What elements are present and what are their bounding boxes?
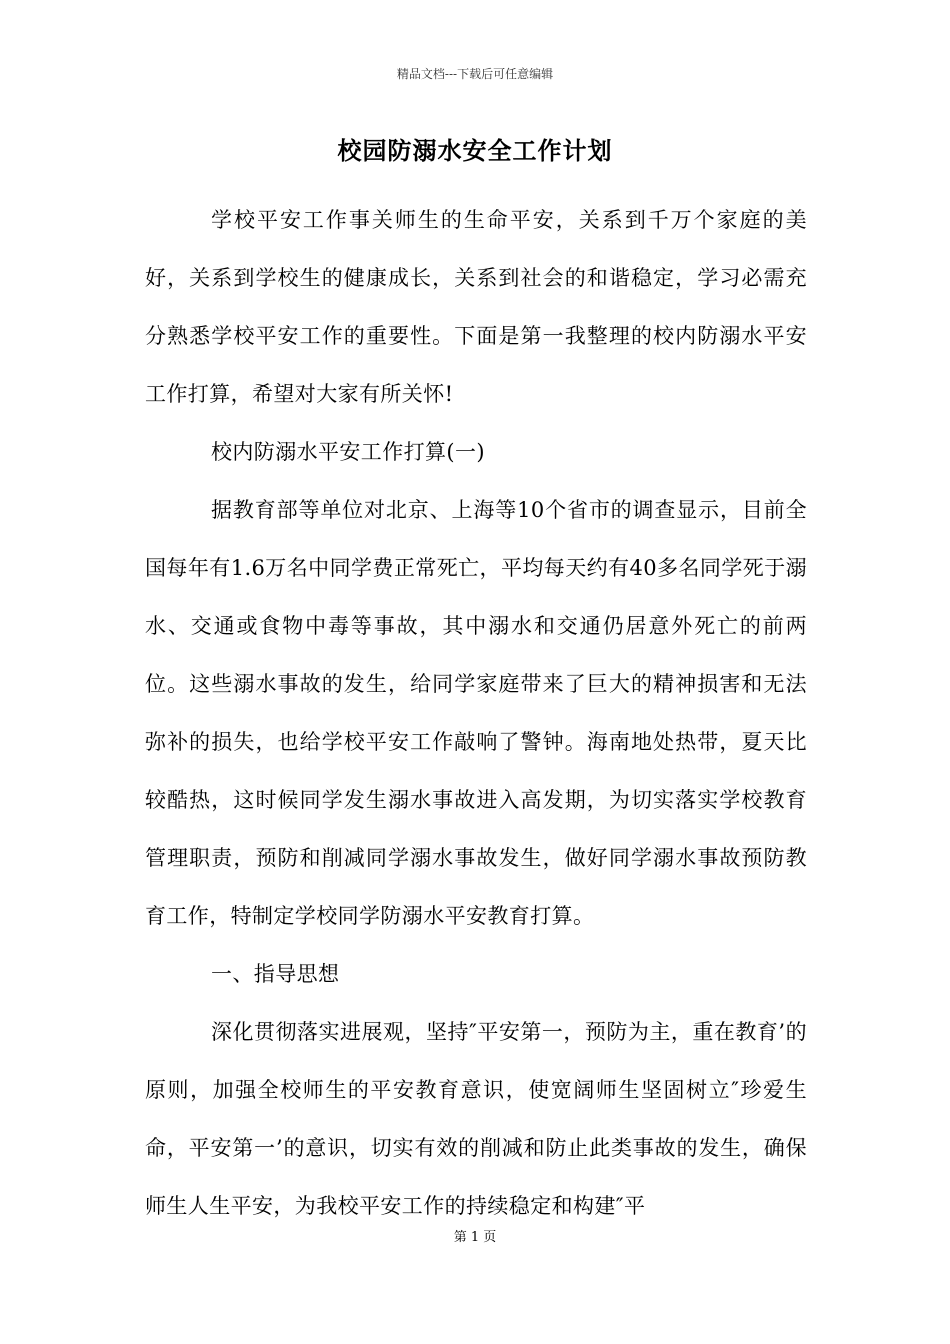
guiding-thought-paragraph: 深化贯彻落实进展观，坚持″平安第一，预防为主，重在教育’的原则，加强全校师生的平安教育意识，使宽阔师生坚固树立″珍爱生命，平安第一’的意识，切实有效的削减和防止此类事故的发生，确保师生人生平安，为我校平安工作的持续稳定和构建″平	[145, 1020, 807, 1218]
section-heading-guiding-thought: 一、指导思想	[211, 962, 340, 986]
survey-paragraph: 据教育部等单位对北京、上海等10个省市的调查显示，目前全国每年有1.6万名中同学费正常死亡，平均每天约有40多名同学死于溺水、交通或食物中毒等事故，其中溺水和交通仍居意外死亡的前两位。这些溺水事故的发生，给同学家庭带来了巨大的精神损害和无法弥补的损失，也给学校平安工作敲响了警钟。海南地处热带，夏天比较酷热，这时候同学发生溺水事故进入高发期，为切实落实学校教育管理职责，预防和削减同学溺水事故发生，做好同学溺水事故预防教育工作，特制定学校同学防溺水平安教育打算。	[145, 498, 807, 928]
page-header: 精品文档---下载后可任意编辑	[396, 67, 554, 81]
document-title: 校园防溺水安全工作计划	[337, 136, 613, 165]
page-number: 第 1 页	[453, 1230, 497, 1245]
intro-paragraph: 学校平安工作事关师生的生命平安，关系到千万个家庭的美好，关系到学校生的健康成长，关系到社会的和谐稳定，学习必需充分熟悉学校平安工作的重要性。下面是第一我整理的校内防溺水平安工作打算，希望对大家有所关怀!	[145, 208, 807, 406]
document-body	[145, 191, 807, 1235]
section-heading-plan-one: 校内防溺水平安工作打算(一)	[211, 440, 485, 464]
